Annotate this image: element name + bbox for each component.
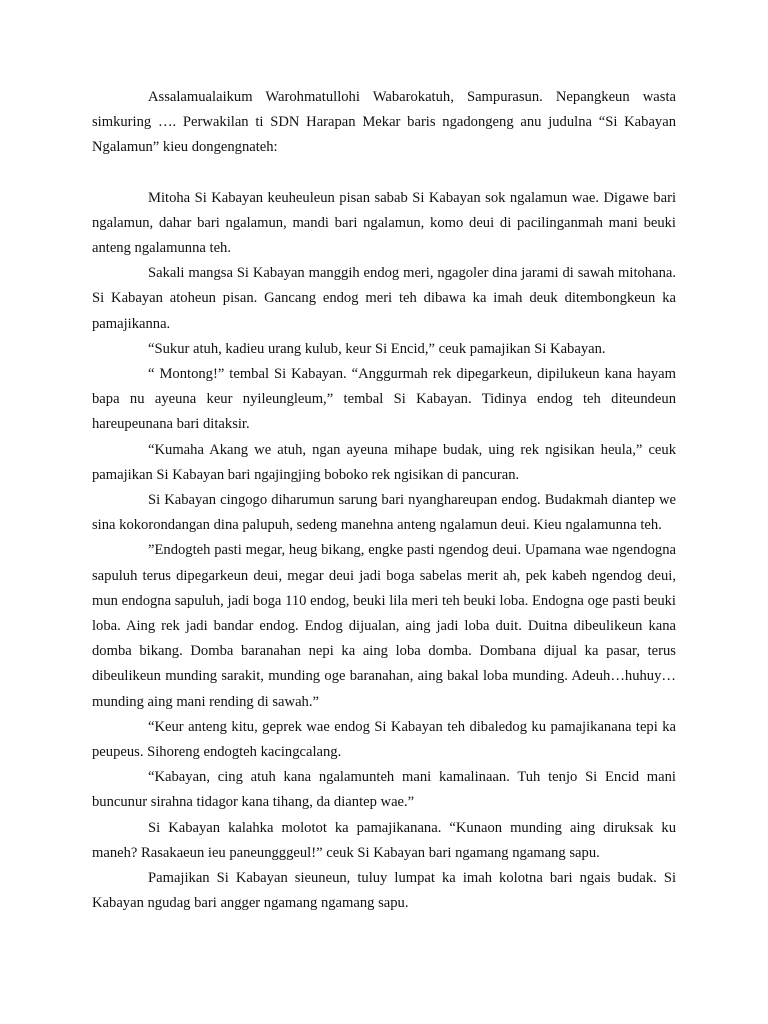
paragraph-7: ”Endogteh pasti megar, heug bikang, engke pasti ngendog deui. Upamana wae ngendogna sapuluh terus dipegarkeun deui, megar deui jadi boga sabelas merit ah, pek kabeh ngendog deui, mun endogna sapuluh, jadi boga 110 endog, beuki lila meri teh beuki loba. Endogna oge pasti beuki loba. Aing rek jadi bandar endog. Endog dijualan, aing jadi loba duit. Duitna dibeulikeun kana domba bikang. Domba baranahan nepi ka aing loba domba. Dombana dijual ka pasar, terus dibeulikeun munding sarakit, munding oge baranahan, aing bakal loba munding. Adeuh…huhuy…munding aing mani rending di sawah.” — [92, 542, 676, 710]
paragraph-2: Sakali mangsa Si Kabayan manggih endog meri, ngagoler dina jarami di sawah mitohana. Si Kabayan atoheun pisan. Gancang endog meri teh dibawa ka imah deuk ditembongkeun ka pamajikanna. — [92, 265, 676, 332]
paragraph-11: Pamajikan Si Kabayan sieuneun, tuluy lumpat ka imah kolotna bari ngais budak. Si Kabayan ngudag bari angger ngamang ngamang sapu. — [92, 870, 676, 912]
paragraph-8: “Keur anteng kitu, geprek wae endog Si Kabayan teh dibaledog ku pamajikanana tepi ka peupeus. Sihoreng endogteh kacingcalang. — [92, 718, 676, 761]
paragraph-spacer — [92, 161, 676, 186]
paragraph-greeting: Assalamualaikum Warohmatullohi Wabarokatuh, Sampurasun. Nepangkeun wasta simkuring …. Perwakilan ti SDN Harapan Mekar baris ngadongeng anu judulna “Si Kabayan Ngalamun” kieu dongengnateh: — [92, 89, 676, 156]
paragraph-10: Si Kabayan kalahka molotot ka pamajikanana. “Kunaon munding aing diruksak ku maneh? Rasakaeun ieu paneungggeul!” ceuk Si Kabayan bari ngamang ngamang sapu. — [92, 819, 676, 861]
paragraph-6: Si Kabayan cingogo diharumun sarung bari nyanghareupan endog. Budakmah diantep we sina kokorondangan dina palupuh, sedeng manehna anteng ngalamun deui. Kieu ngalamunna teh. — [92, 492, 676, 534]
paragraph-1: Mitoha Si Kabayan keuheuleun pisan sabab Si Kabayan sok ngalamun wae. Digawe bari ngalamun, dahar bari ngalamun, mandi bari ngalamun, komo deui di pacilinganmah mani beuki anteng ngalamunna teh. — [92, 189, 676, 257]
paragraph-3: “Sukur atuh, kadieu urang kulub, keur Si Encid,” ceuk pamajikan Si Kabayan. — [148, 340, 606, 357]
paragraph-4: “ Montong!” tembal Si Kabayan. “Anggurmah rek dipegarkeun, dipilukeun kana hayam bapa nu ayeuna keur nyileungleum,” tembal Si Kabayan. Tidinya endog teh diteundeun hareupeunana bari ditaksir. — [92, 366, 676, 433]
paragraph-9: “Kabayan, cing atuh kana ngalamunteh mani kamalinaan. Tuh tenjo Si Encid mani buncunur sirahna tidagor kana tihang, da diantep wae.” — [92, 769, 676, 811]
paragraph-5: “Kumaha Akang we atuh, ngan ayeuna mihape budak, uing rek ngisikan heula,” ceuk pamajikan Si Kabayan bari ngajingjing boboko rek ngisikan di pancuran. — [92, 441, 676, 483]
document-page — [92, 85, 676, 917]
